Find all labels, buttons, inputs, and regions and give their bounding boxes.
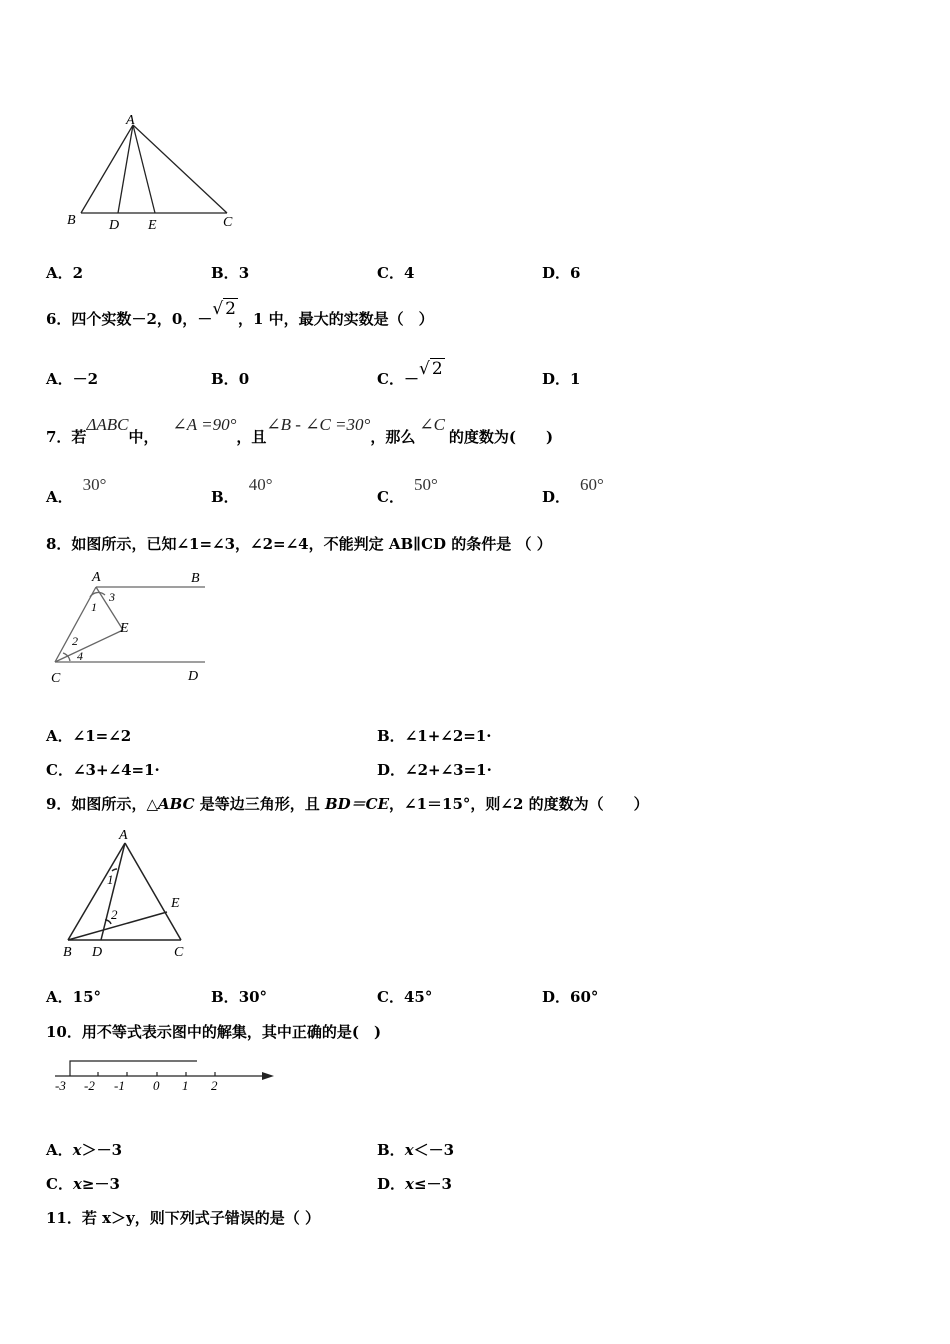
q10-tick-neg3: -3 bbox=[55, 1078, 66, 1093]
q8-label-3: 3 bbox=[109, 590, 115, 604]
q11-stem: 11．若 x＞y，则下列式子错误的是（ ） bbox=[46, 1209, 320, 1227]
q5-label-b: B bbox=[67, 213, 76, 228]
q8-label-c: C bbox=[51, 671, 61, 686]
q7-option-c[interactable]: C．50° bbox=[377, 475, 438, 506]
q7-option-b[interactable]: B．40° bbox=[211, 475, 273, 506]
sqrt-icon: √ 2 bbox=[418, 359, 443, 379]
q9-label-c: C bbox=[174, 945, 184, 960]
q10-option-a[interactable]: A．x＞－3 bbox=[46, 1141, 123, 1159]
q5-label-d: D bbox=[109, 218, 120, 233]
q8-label-2: 2 bbox=[72, 634, 78, 648]
q8-option-b[interactable]: B．∠1+∠2=1· bbox=[377, 727, 492, 745]
q10-tick-2: 2 bbox=[211, 1078, 218, 1093]
q8-label-a: A bbox=[92, 570, 101, 585]
q8-label-b: B bbox=[191, 571, 200, 586]
q5-option-b[interactable]: B．3 bbox=[211, 264, 250, 282]
q6-option-d[interactable]: D．1 bbox=[542, 370, 581, 388]
q9-label-e: E bbox=[171, 896, 180, 911]
q8-option-d[interactable]: D．∠2+∠3=1· bbox=[377, 761, 492, 779]
q10-tick-neg1: -1 bbox=[114, 1078, 125, 1093]
q10-option-c[interactable]: C．x≥－3 bbox=[46, 1175, 120, 1193]
q7-angle-c: ∠C bbox=[419, 415, 445, 434]
q6-option-c[interactable]: C．－√ 2 bbox=[377, 359, 443, 388]
q8-stem: 8．如图所示，已知∠1=∠3，∠2=∠4，不能判定 AB∥CD 的条件是 （ ） bbox=[46, 535, 552, 553]
q5-option-c[interactable]: C．4 bbox=[377, 264, 415, 282]
q8-option-c[interactable]: C．∠3+∠4=1· bbox=[46, 761, 160, 779]
q7-stem: 7．若ΔABC中，∠A =90°，且∠B - ∠C =30°，那么∠C的度数为( ) bbox=[46, 415, 554, 446]
q5-triangle-figure bbox=[60, 110, 250, 235]
q10-tick-neg2: -2 bbox=[84, 1078, 95, 1093]
q7-option-a[interactable]: A．30° bbox=[46, 475, 107, 506]
q8-label-e: E bbox=[120, 621, 129, 636]
q10-tick-1: 1 bbox=[182, 1078, 189, 1093]
q8-parallel-lines-figure bbox=[45, 565, 215, 690]
q9-option-c[interactable]: C．45° bbox=[377, 988, 433, 1006]
q9-triangle-figure bbox=[55, 825, 205, 965]
q10-option-b[interactable]: B．x＜－3 bbox=[377, 1141, 455, 1159]
q5-option-d[interactable]: D．6 bbox=[542, 264, 581, 282]
q8-label-1: 1 bbox=[91, 600, 97, 614]
q9-option-d[interactable]: D．60° bbox=[542, 988, 599, 1006]
q7-angle-a: ∠A =90° bbox=[172, 415, 237, 434]
q9-label-a: A bbox=[119, 828, 128, 843]
q6-stem: 6．四个实数－2，0，－√ 2 ，1 中，最大的实数是（ ） bbox=[46, 299, 434, 328]
q5-label-c: C bbox=[223, 215, 233, 230]
q8-label-4: 4 bbox=[77, 649, 83, 663]
q10-stem: 10．用不等式表示图中的解集，其中正确的是( ) bbox=[46, 1023, 382, 1041]
q9-option-b[interactable]: B．30° bbox=[211, 988, 268, 1006]
q6-option-a[interactable]: A．－2 bbox=[46, 370, 99, 388]
q9-stem: 9．如图所示，△ABC 是等边三角形，且 BD＝CE，∠1＝15°，则∠2 的度数为（ ） bbox=[46, 795, 649, 813]
q9-option-a[interactable]: A．15° bbox=[46, 988, 102, 1006]
q5-label-e: E bbox=[148, 218, 157, 233]
q9-label-2: 2 bbox=[111, 907, 118, 922]
q5-option-a[interactable]: A．2 bbox=[46, 264, 84, 282]
q9-label-b: B bbox=[63, 945, 72, 960]
q10-number-line bbox=[50, 1052, 280, 1097]
q10-tick-0: 0 bbox=[153, 1078, 160, 1093]
sqrt-icon: √ 2 bbox=[212, 299, 236, 319]
q10-option-d[interactable]: D．x≤－3 bbox=[377, 1175, 452, 1193]
q6-option-b[interactable]: B．0 bbox=[211, 370, 250, 388]
q7-option-d[interactable]: D．60° bbox=[542, 475, 604, 506]
q7-triangle: ΔABC bbox=[86, 415, 129, 434]
q9-label-1: 1 bbox=[107, 872, 114, 887]
q8-label-d: D bbox=[188, 669, 199, 684]
arrow-right-icon bbox=[262, 1072, 274, 1080]
q7-angle-diff: ∠B - ∠C =30° bbox=[266, 415, 371, 434]
q5-label-a: A bbox=[126, 113, 135, 128]
q9-label-d: D bbox=[92, 945, 103, 960]
q8-option-a[interactable]: A．∠1=∠2 bbox=[46, 727, 132, 745]
